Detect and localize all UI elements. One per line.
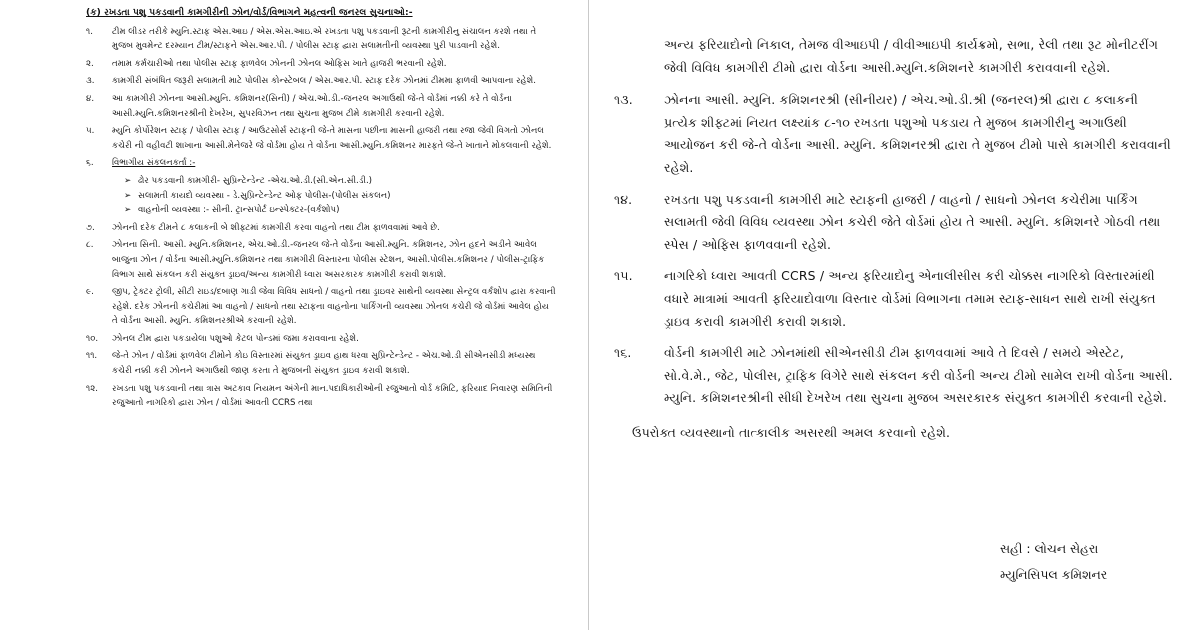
list-item — [86, 156, 556, 171]
item-text: મ્યુનિ કોર્પોરેશન સ્ટાફ / પોલીસ સ્ટાફ / આઉટસોર્સ સ્ટાફની જે-તે માસના પછીના માસની હાજરી તથા રજા જેવી વિગતો ઝોનલ કચેરી ની વહીવટી શાખાના આસી.મેનેજરે જે વોર્ડમા હોય તે વોર્ડના આસી.મ્યુનિ.કમિશનર મારફતે જે-તે ખાતાને મોકલવાની રહેશે. — [112, 126, 552, 151]
item-text: ઝોનના સિની. આસી. મ્યુનિ.કમિશનર, એચ.ઓ.ડી.-જનરલ જે-તે વોર્ડના આસી.મ્યુનિ. કમિશનર, ઝોન હદને અડીને આવેલ બાજુના ઝોન / વોર્ડના આસી.મ્યુનિ.કમિશનર તથા કામગીરી વિસ્તારના પોલીસ સ્ટેશન, આસી.પોલીસ.કમિશનર / પોલીસ-ટ્રાફિક વિભાગ સાથે સંકલન કરી સંયુક્ત ડ્રાઇવ/અન્ય કામગીરી ધ્વારા અસરકારક કામગીરી કરાવી શકાશે. — [112, 240, 545, 280]
item-number: ૧૨. — [86, 383, 98, 394]
item-text: રખડતા પશુ પકડવાની તથા ત્રાસ અટકાવ નિયમન અંગેની માન.પદાધિકારીઓની રજુઆતો વોર્ડ કમિટિ, ફરિયાદ નિવારણ સમિતિની રજુઆતો નાગરિકો દ્વારા ઝોન / વોર્ડમાં આવતી CCRS તથા — [112, 383, 553, 409]
item-number: ૮. — [86, 240, 94, 251]
item-number: ૧૪. — [614, 191, 633, 207]
item-number: ૭. — [86, 222, 95, 233]
item-number: ૧૦. — [86, 333, 99, 344]
list-item — [86, 332, 556, 347]
column-divider — [588, 0, 589, 630]
sub-item-text: ઢોર પકડવાની કામગીરી- સુપ્રિન્ટેન્ડેન્ટ -એચ.ઓ.ડી.(સી.એન.સી.ડી.) — [138, 175, 373, 186]
closing-statement: ઉપરોક્ત વ્યવસ્થાનો તાત્કાલીક અસરથી અમલ કરવાનો રહેશે. — [632, 424, 951, 440]
list-item — [86, 57, 556, 72]
signature-name: સહી : લોચન સેહરા — [1000, 541, 1099, 556]
arrow-bullet-icon: ➢ — [124, 190, 132, 201]
item-text: જીપ, ટ્રેક્ટર ટ્રોલી, સીટી રાઇડ/દબાણ ગાડી જેવા વિવિધ સાધનો / વાહનો તથા ડ્રાઇવર સાથેની વ્યવસ્થા સેન્ટ્રલ વર્કશોપ દ્વારા કરવાની રહેશે. દરેક ઝોનની કચેરીમાં આ વાહનો / સાધનો તથા સ્ટાફના વાહનોના પાર્કિંગની વ્યવસ્થા ઝોનલ કચેરી જે વોર્ડમાં આવેલ હોય તે વોર્ડના આસી. મ્યુનિ. કમિશનરશ્રીએ કરવાની રહેશે. — [112, 287, 556, 327]
item-text: તમામ કર્મચારીઓ તથા પોલીસ સ્ટાફ ફાળવેલ ઝોનની ઝોનલ ઓફિસ ખાતે હાજરી ભરવાની રહેશે. — [112, 58, 447, 69]
list-item — [86, 74, 556, 89]
item-text: ટીમ લીડર તરીકે મ્યુનિ.સ્ટાફ એસ.આઇ / એસ.એસ.આઇ.એ રખડતા પશુ પકડવાની રૂટની કામગીરીનુ સંચાલન કરશે તથા તે મુજબ મુવમેન્ટ દરમ્યાન ટીમ/સ્ટાફને એસ.આર.પી. / પોલીસ સ્ટાફ દ્વારા સલામતીની વ્યવસ્થા પુરી પાડવાની રહેશે. — [112, 26, 537, 52]
item-number: ૧૫. — [614, 268, 633, 284]
list-item — [614, 89, 1174, 179]
item-number: ૧૧. — [86, 351, 98, 362]
sub-list-item — [124, 189, 556, 204]
item-number: ૩. — [86, 76, 95, 87]
item-number: ૧૬. — [614, 345, 632, 361]
item-number: ૪. — [86, 93, 95, 104]
arrow-bullet-icon: ➢ — [124, 205, 132, 216]
sub-item-text: વાહનોની વ્યવસ્થા :- સીની. ટ્રાન્સપોર્ટ ઇન્સ્પેક્ટર-(વર્કશોપ) — [138, 205, 340, 216]
sub-list-item — [124, 203, 556, 218]
left-column — [86, 6, 556, 414]
right-column — [614, 34, 1174, 445]
list-item — [86, 382, 556, 411]
coordinator-sub-list — [86, 174, 556, 218]
section-title: (ક) રખડતા પશુ પકડવાની કામગીરીની ઝોન/વોર્ડ/વિભાગને મહત્વની જનરલ સુચનાઓ:- — [86, 7, 413, 18]
instruction-list-part2 — [86, 221, 556, 411]
item-text: ઝોનલ ટીમ દ્વારા પકડાયેલા પશુઓ કેટલ પોન્ડમાં જમા કરાવવાના રહેશે. — [112, 333, 359, 344]
item-text: વોર્ડની કામગીરી માટે ઝોનમાંથી સીએનસીડી ટીમ ફાળવવામાં આવે તે દિવસે / સમયે એસ્ટેટ, સો.વે.મે., જેટ, પોલીસ, ટ્રાફિક વિગેરે સાથે સંકલન કરી વોર્ડની અન્ય ટીમો સામેલ રાખી વોર્ડના આસી. મ્યુનિ. કમિશનરશ્રીની સીધી દેખરેખ તથા સુચના મુજબ અસરકારક સંયુક્ત કામગીરી કરવાની રહેશે. — [664, 345, 1173, 406]
sub-list-item — [124, 174, 556, 189]
item-number: ૧૩. — [614, 92, 633, 108]
list-item — [86, 221, 556, 236]
item-text: નાગરિકો ધ્વારા આવતી CCRS / અન્ય ફરિયાદોનુ એનાલીસીસ કરી ચોક્કસ નાગરિકો વિસ્તારમાંથી વધારે માત્રામાં આવતી ફરિયાદોવાળા વિસ્તાર વોર્ડમાં વિભાગના તમામ સ્ટાફ-સાધન સાથે રાખી સંયુક્ત ડ્રાઇવ કરાવી કામગીરી કરાવી શકાશે. — [664, 268, 1156, 329]
list-item — [86, 124, 556, 153]
list-item — [614, 342, 1174, 410]
list-item — [614, 265, 1174, 333]
list-item — [86, 285, 556, 329]
item-text: ઝોનના આસી. મ્યુનિ. કમિશનરશ્રી (સીનીયર) / એચ.ઓ.ડી.શ્રી (જનરલ)શ્રી દ્વારા ૮ કલાકની પ્રત્યેક શીફ્ટમાં નિયત લક્ષ્યાંક ૮-૧૦ રખડતા પશુઓ પકડાય તે મુજબ કામગીરીનુ અગાઉથી આયોજન કરી જે-તે વોર્ડના આસી. મ્યુનિ. કમિશનરશ્રી દ્વારા તે મુજબ ટીમો પાસે કામગીરી કરાવવાની રહેશે. — [664, 92, 1171, 175]
list-item — [86, 92, 556, 121]
signature-block — [1000, 536, 1107, 588]
item-text: ઝોનની દરેક ટીમને ૮ કલાકની બે શીફ્ટમાં કામગીરી કરવા વાહનો તથા ટીમ ફાળવવામાં આવે છે. — [112, 222, 440, 233]
item-text: જે-તે ઝોન / વોર્ડમાં ફાળવેલ ટીમોને કોઇ વિસ્તારમાં સંયુક્ત ડ્રાઇવ હાથ ધરવા સુપ્રિન્ટેન્ડેન્ટ - એચ.ઓ.ડી સીએનસીડી મધ્યસ્થ કચેરી નક્કી કરી ઝોનને અગાઉથી જાણ કરતા તે મુજબની સંયુક્ત ડ્રાઇવ કરાવી શકાશે. — [112, 351, 536, 377]
item-number: ૫. — [86, 126, 95, 137]
list-item — [86, 25, 556, 54]
item-number: ૨. — [86, 58, 94, 69]
item-number: ૬. — [86, 158, 94, 169]
item-text: આ કામગીરી ઝોનના આસી.મ્યુનિ. કમિશનર(સિની) / એચ.ઓ.ડી.-જનરલ અગાઉથી જે-તે વોર્ડમાં નક્કી કરે તે વોર્ડના આસી.મ્યુનિ.કમિશનરશ્રીની દેખરેખ, સુપરવિઝન તથા સુચના મુજબ ટીમે કામગીરી કરવાની રહેશે. — [112, 93, 512, 119]
instruction-list-part1 — [86, 25, 556, 171]
item-number: ૧. — [86, 26, 93, 37]
sub-item-text: સલામતી કાયદો વ્યવસ્થા - ડે.સુપ્રિન્ટેન્ડેન્ટ ઓફ પોલીસ-(પોલીસ સંકલન) — [138, 190, 391, 201]
item-text: કામગીરી સંબંધિત જરૂરી સલામતી માટે પોલીસ કોન્સ્ટેબલ / એસ.આર.પી. સ્ટાફ દરેક ઝોનમાં ટીમમા ફાળવી આપવાના રહેશે. — [112, 76, 536, 87]
item-number: ૯. — [86, 287, 94, 298]
item-text: રખડતા પશુ પકડવાની કામગીરી માટે સ્ટાફની હાજરી / વાહનો / સાધનો ઝોનલ કચેરીમા પાર્કિંગ સલામતી જેવી વિવિધ વ્યવસ્થા ઝોન કચેરી જેતે વોર્ડમાં હોય તે આસી. મ્યુનિ. કમિશનરે ગોઠવી તથા સ્પેસ / ઓફિસ ફાળવવાની રહેશે. — [664, 191, 1161, 252]
list-item — [86, 349, 556, 378]
item-text: વિભાગીય સંકલનકર્તા :- — [112, 158, 196, 169]
list-item — [614, 189, 1174, 257]
continued-text: અન્ય ફરિયાદોનો નિકાલ, તેમજ વીઆઇપી / વીવીઆઇપી કાર્યક્રમો, સભા, રેલી તથા રૂટ મોનીટરીંગ જેવી વિવિધ કામગીરી ટીમો દ્વારા વોર્ડના આસી.મ્યુનિ.કમિશનરે કામગીરી કરાવવાની રહેશે. — [664, 37, 1158, 75]
list-item — [86, 238, 556, 282]
arrow-bullet-icon: ➢ — [124, 175, 132, 186]
signature-designation: મ્યુનિસિપલ કમિશનર — [1000, 567, 1108, 582]
